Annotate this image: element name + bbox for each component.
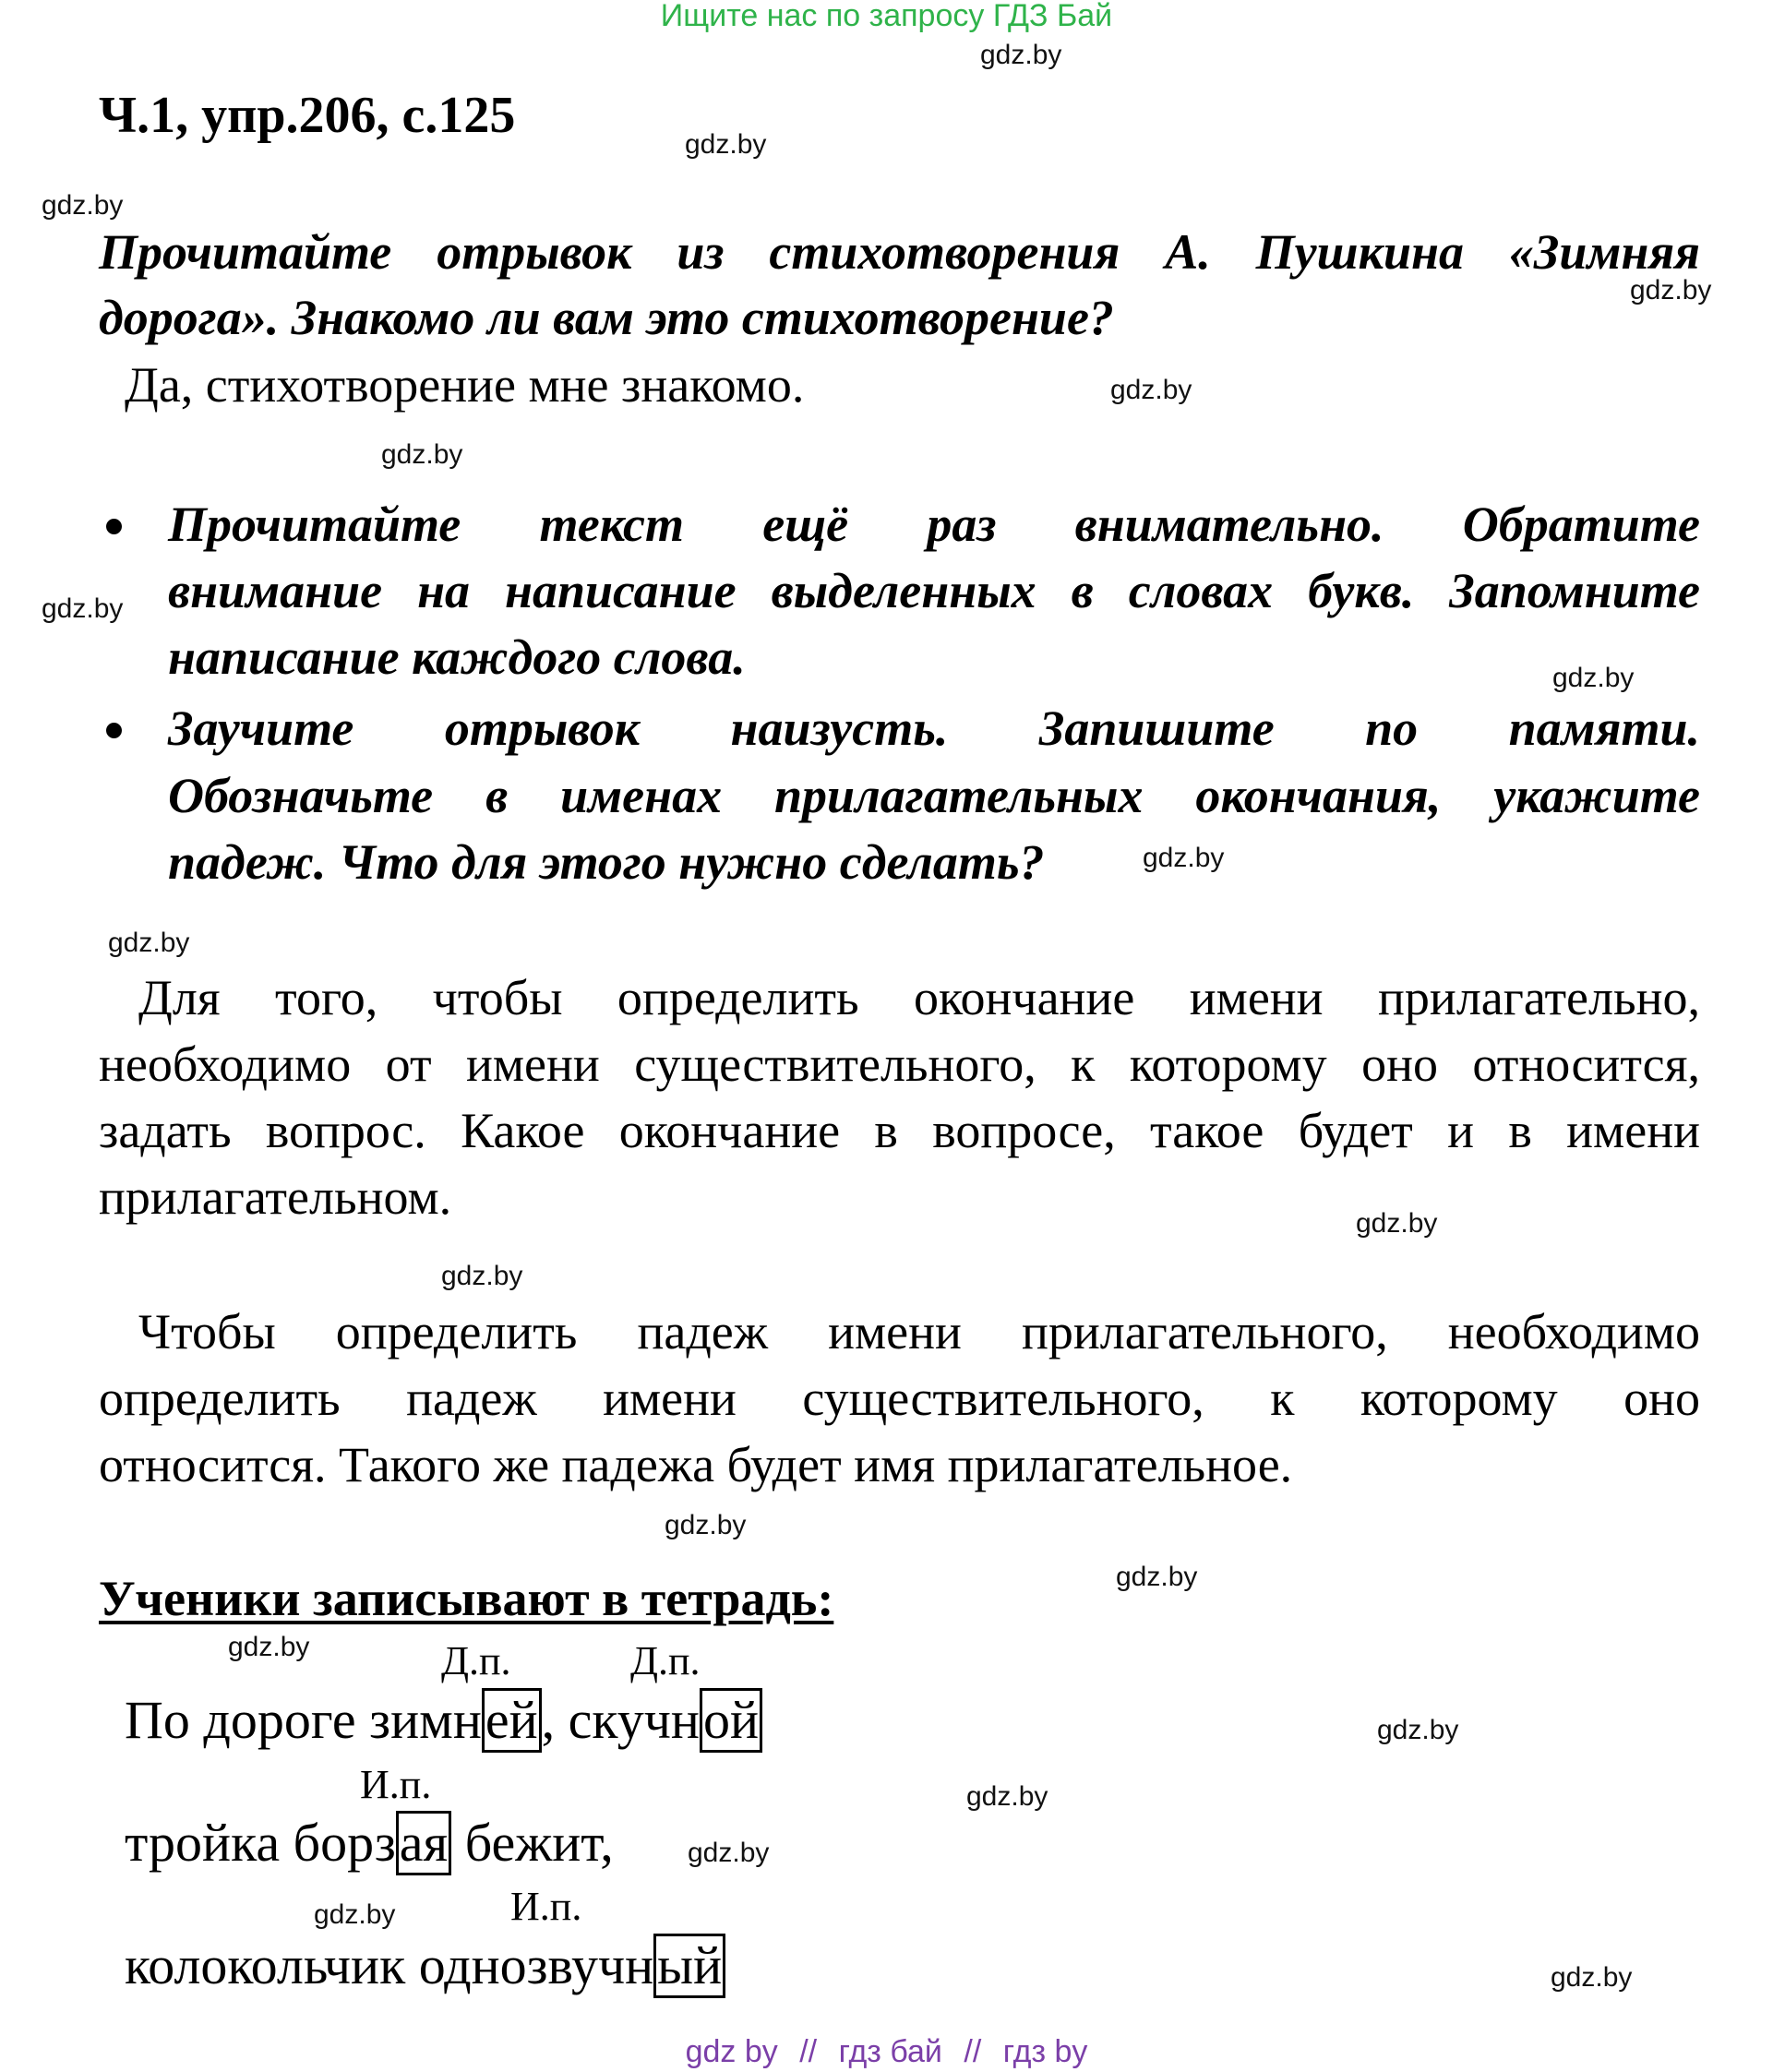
para-1-line-3: задать вопрос. Какое окончание в вопросе, такое будет и в имени (99, 1103, 1700, 1158)
watermark: gdz.by (441, 1261, 523, 1291)
search-banner: Ищите нас по запросу ГДЗ Бай (660, 0, 1113, 33)
watermark: gdz.by (1377, 1715, 1459, 1745)
para-2-line-2: определить падеж имени существительного, к которому оно (99, 1371, 1700, 1426)
footer-link-gdz-by[interactable]: gdz by (685, 2034, 778, 2069)
bullet-dot (106, 723, 122, 738)
bullet-dot (106, 519, 122, 534)
ending-box: ая (396, 1811, 451, 1875)
watermark: gdz.by (966, 1781, 1048, 1812)
watermark: gdz.by (1551, 1962, 1633, 1993)
poem-line-1 (125, 1687, 762, 1754)
watermark: gdz.by (1143, 843, 1225, 873)
poem-line-2-end: бежит, (451, 1813, 614, 1873)
watermark: gdz.by (1630, 275, 1712, 305)
poem-line-2-start: тройка борз (125, 1813, 396, 1873)
ending-box: ый (653, 1934, 725, 1998)
para-2-line-3: относится. Такого же падежа будет имя прилагательное. (99, 1437, 1293, 1492)
para-1-line-4: прилагательном. (99, 1169, 452, 1225)
watermark: gdz.by (108, 928, 190, 958)
bullet-2-line-2: Обозначьте в именах прилагательных окончания, укажите (168, 768, 1700, 823)
watermark: gdz.by (228, 1632, 310, 1662)
case-label-dp-2: Д.п. (630, 1638, 701, 1683)
poem-line-1-start: По дороге зимн (125, 1690, 482, 1750)
case-label-ip-2: И.п. (510, 1884, 582, 1929)
poem-line-3 (125, 1933, 725, 1999)
ending-box: ей (482, 1688, 542, 1753)
watermark: gdz.by (42, 190, 124, 221)
watermark: gdz.by (688, 1838, 770, 1868)
watermark: gdz.by (685, 129, 767, 160)
poem-line-1-middle: , скучн (541, 1690, 700, 1750)
para-1-line-1: Для того, чтобы определить окончание имени прилагательно, (138, 970, 1700, 1025)
ending-box: ой (700, 1688, 762, 1753)
watermark: gdz.by (1110, 375, 1192, 405)
case-label-ip-1: И.п. (360, 1762, 432, 1807)
case-label-dp-1: Д.п. (441, 1638, 511, 1683)
watermark: gdz.by (314, 1899, 396, 1930)
footer-link-gdz-by-cyr[interactable]: гдз by (1002, 2034, 1088, 2069)
footer-separator: // (964, 2034, 982, 2069)
task-1-line-1: Прочитайте отрывок из стихотворения А. Пушкина «Зимняя (99, 224, 1700, 280)
para-2-line-1: Чтобы определить падеж имени прилагательного, необходимо (138, 1304, 1700, 1359)
watermark: gdz.by (1356, 1208, 1438, 1239)
footer-link-gdz-bai[interactable]: гдз бай (838, 2034, 942, 2069)
watermark: gdz.by (1116, 1562, 1198, 1592)
bullet-1-line-3: написание каждого слова. (168, 629, 746, 685)
page-title: Ч.1, упр.206, с.125 (99, 87, 516, 144)
bullet-1-line-2: внимание на написание выделенных в словах букв. Запомните (168, 563, 1700, 618)
bullet-2-line-3: падеж. Что для этого нужно сделать? (168, 834, 1045, 890)
watermark: gdz.by (980, 40, 1062, 70)
footer-separator: // (799, 2034, 818, 2069)
task-1-line-2: дорога». Знакомо ли вам это стихотворение? (99, 290, 1114, 345)
watermark: gdz.by (42, 593, 124, 624)
poem-line-3-start: колокольчик однозвучн (125, 1935, 654, 1995)
bullet-1-line-1: Прочитайте текст ещё раз внимательно. Обратите (168, 497, 1700, 552)
answer-1: Да, стихотворение мне знакомо. (125, 357, 805, 413)
watermark: gdz.by (1552, 663, 1635, 693)
footer-links (0, 2035, 1773, 2068)
notebook-heading: Ученики записывают в тетрадь: (99, 1571, 834, 1626)
para-1-line-2: необходимо от имени существительного, к которому оно относится, (99, 1036, 1700, 1092)
poem-line-2 (125, 1810, 614, 1876)
watermark: gdz.by (665, 1510, 747, 1540)
watermark: gdz.by (381, 439, 463, 470)
bullet-2-line-1: Заучите отрывок наизусть. Запишите по памяти. (168, 701, 1700, 756)
